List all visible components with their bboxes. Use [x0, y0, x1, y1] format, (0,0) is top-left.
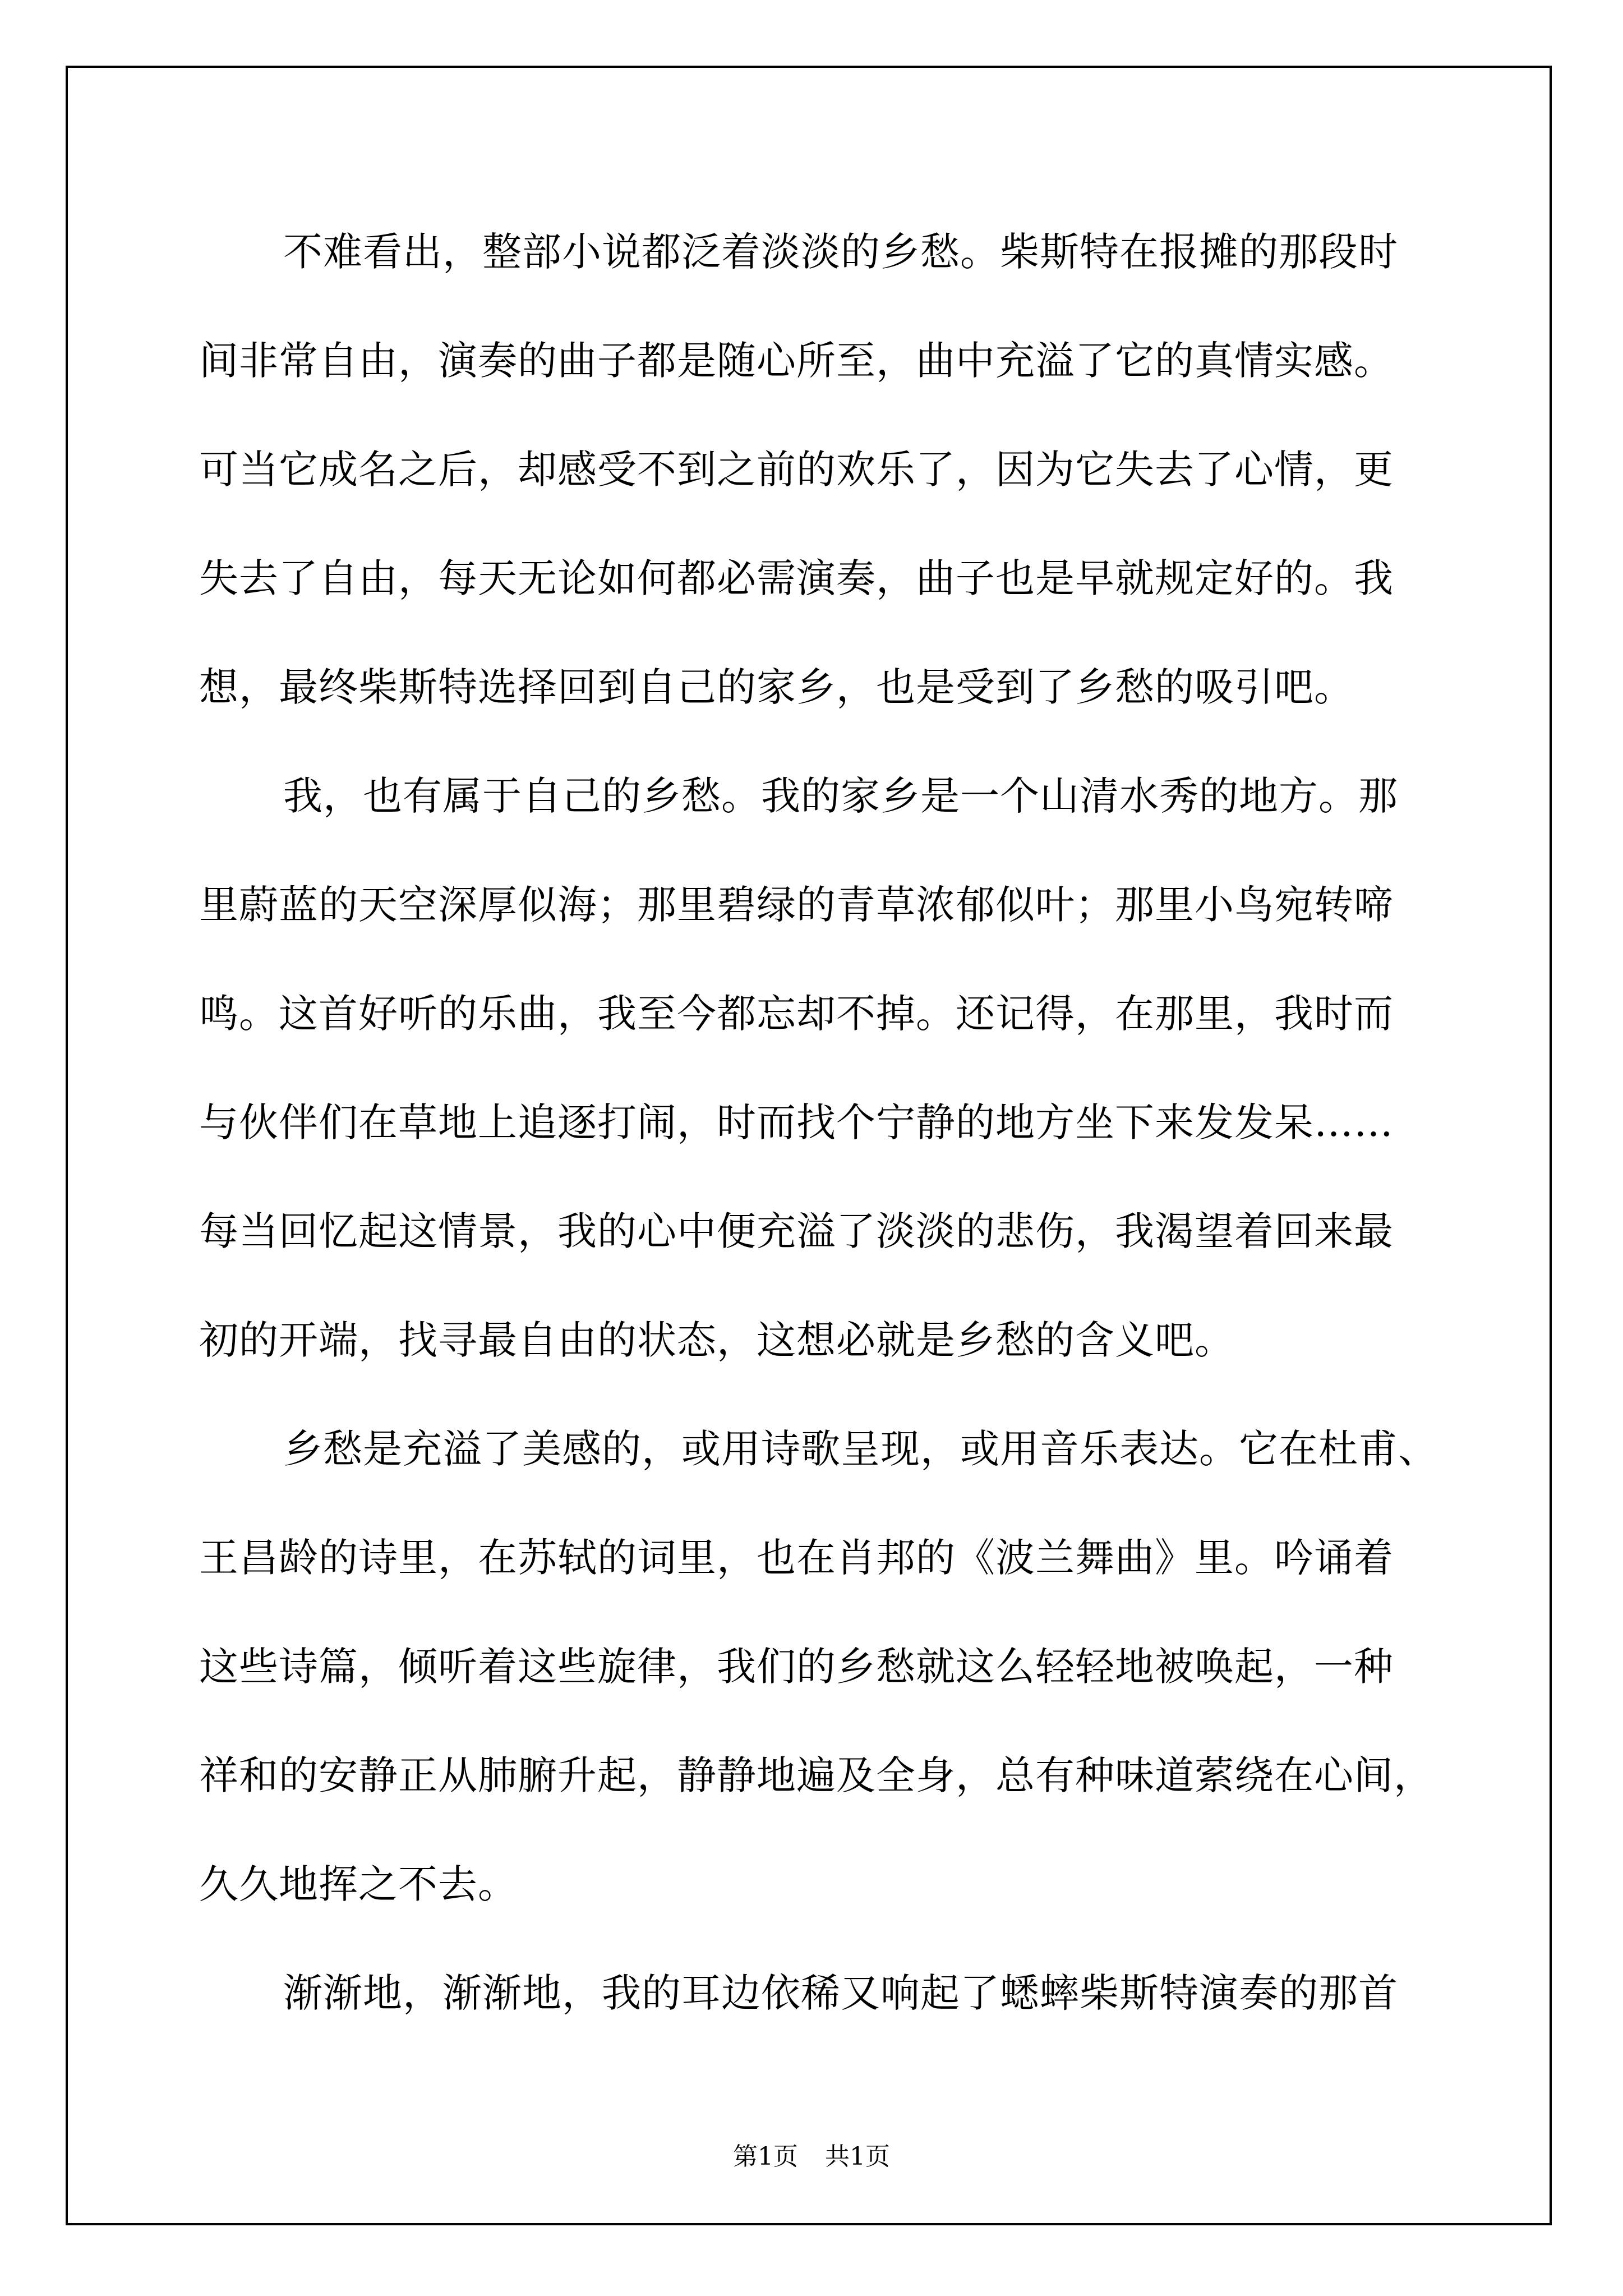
text-line: 初的开端，找寻最自由的状态，这想必就是乡愁的含义吧。 [199, 1317, 1234, 1363]
text-line: 乡愁是充溢了美感的，或用诗歌呈现，或用音乐表达。它在杜甫、 [283, 1426, 1438, 1472]
text-line: 我，也有属于自己的乡愁。我的家乡是一个山清水秀的地方。那 [283, 773, 1398, 819]
text-line: 间非常自由，演奏的曲子都是随心所至，曲中充溢了它的真情实感。 [199, 338, 1394, 384]
page-footer [0, 2136, 1623, 2172]
text-line: 这些诗篇，倾听着这些旋律，我们的乡愁就这么轻轻地被唤起，一种 [199, 1644, 1394, 1690]
text-line: 渐渐地，渐渐地，我的耳边依稀又响起了蟋蟀柴斯特演奏的那首 [283, 1970, 1398, 2016]
text-line: 鸣。这首好听的乐曲，我至今都忘却不掉。还记得，在那里，我时而 [199, 991, 1394, 1037]
page-total: 共1页 [825, 2142, 890, 2171]
text-line: 祥和的安静正从肺腑升起，静静地遍及全身，总有种味道萦绕在心间， [199, 1752, 1433, 1798]
text-line: 可当它成名之后，却感受不到之前的欢乐了，因为它失去了心情，更 [199, 447, 1394, 493]
document-body [199, 219, 1444, 2069]
page-number: 第1页 [733, 2142, 798, 2171]
text-line: 王昌龄的诗里，在苏轼的词里，也在肖邦的《波兰舞曲》里。吟诵着 [199, 1535, 1394, 1581]
text-line: 想，最终柴斯特选择回到自己的家乡，也是受到了乡愁的吸引吧。 [199, 664, 1354, 710]
text-line: 久久地挥之不去。 [199, 1861, 518, 1907]
text-line: 每当回忆起这情景，我的心中便充溢了淡淡的悲伤，我渴望着回来最 [199, 1208, 1394, 1254]
text-line: 不难看出，整部小说都泛着淡淡的乡愁。柴斯特在报摊的那段时 [283, 229, 1398, 275]
text-line: 失去了自由，每天无论如何都必需演奏，曲子也是早就规定好的。我 [199, 555, 1394, 601]
text-line: 里蔚蓝的天空深厚似海；那里碧绿的青草浓郁似叶；那里小鸟宛转啼 [199, 882, 1394, 928]
text-line: 与伙伴们在草地上追逐打闹，时而找个宁静的地方坐下来发发呆…… [199, 1099, 1394, 1145]
